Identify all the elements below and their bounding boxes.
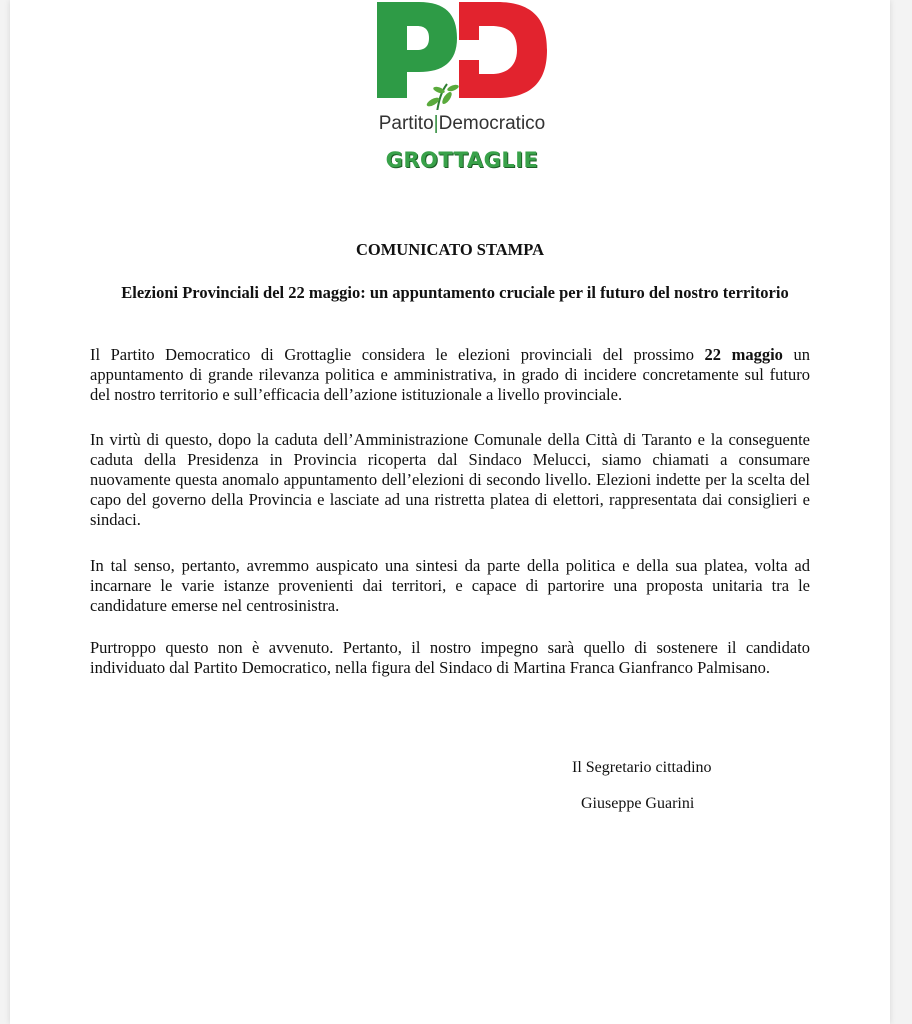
pd-letter-p (377, 2, 457, 98)
pd-logo (367, 0, 557, 180)
logo-wordmark-part1: Partito (378, 113, 434, 134)
pd-logo-mark (367, 0, 557, 110)
paragraph-3: In tal senso, pertanto, avremmo auspicato una sintesi da parte della politica e della sua platea, volta ad incarnare le varie istanze provenienti dai territori, e capace di partorire una proposta unitaria tra le candidature emerse nel centrosinistra. (90, 556, 810, 615)
paragraph-2: In virtù di questo, dopo la caduta dell’Amministrazione Comunale della Città di Taranto e la conseguente caduta della Presidenza in Provincia ricoperta dal Sindaco Melucci, siamo chiamati a consumare nuovamente questa anomalo appuntamento dell’elezioni di secondo livello. Elezioni indette per la scelta del capo del governo della Provincia e lasciate ad una ristretta platea di elettori, rappresentata dai consiglieri e sindaci. (90, 430, 810, 529)
signature-name: Giuseppe Guarini (581, 795, 695, 812)
signature-role: Il Segretario cittadino (572, 759, 712, 776)
paragraph-1-text-end: un appuntamento di grande rilevanza politica e amministrativa, in grado di incidere concretamente sul futuro del nostro territorio e sull’efficacia dell’azione istituzionale a livello provinciale. (90, 345, 810, 404)
logo-city-name: GROTTAGLIE (385, 148, 539, 172)
paragraph-1-date: 22 maggio (704, 345, 783, 364)
logo-wordmark: Partito|Democratico (378, 113, 546, 134)
paragraph-1 (90, 345, 810, 405)
document-subtitle: Elezioni Provinciali del 22 maggio: un appuntamento cruciale per il futuro del nostro territorio (121, 283, 789, 302)
paragraph-1-text-start: Il Partito Democratico di Grottaglie considera le elezioni provinciali del prossimo (90, 345, 705, 364)
document-page (10, 0, 890, 1024)
olive-branch-icon (425, 84, 459, 110)
pd-letter-d (459, 2, 547, 98)
paragraph-4: Purtroppo questo non è avvenuto. Pertanto, il nostro impegno sarà quello di sostenere il candidato individuato dal Partito Democratico, nella figura del Sindaco di Martina Franca Gianfranco Palmisano. (90, 638, 810, 677)
logo-wordmark-part2: Democratico (438, 113, 546, 134)
document-heading: COMUNICATO STAMPA (355, 240, 545, 259)
